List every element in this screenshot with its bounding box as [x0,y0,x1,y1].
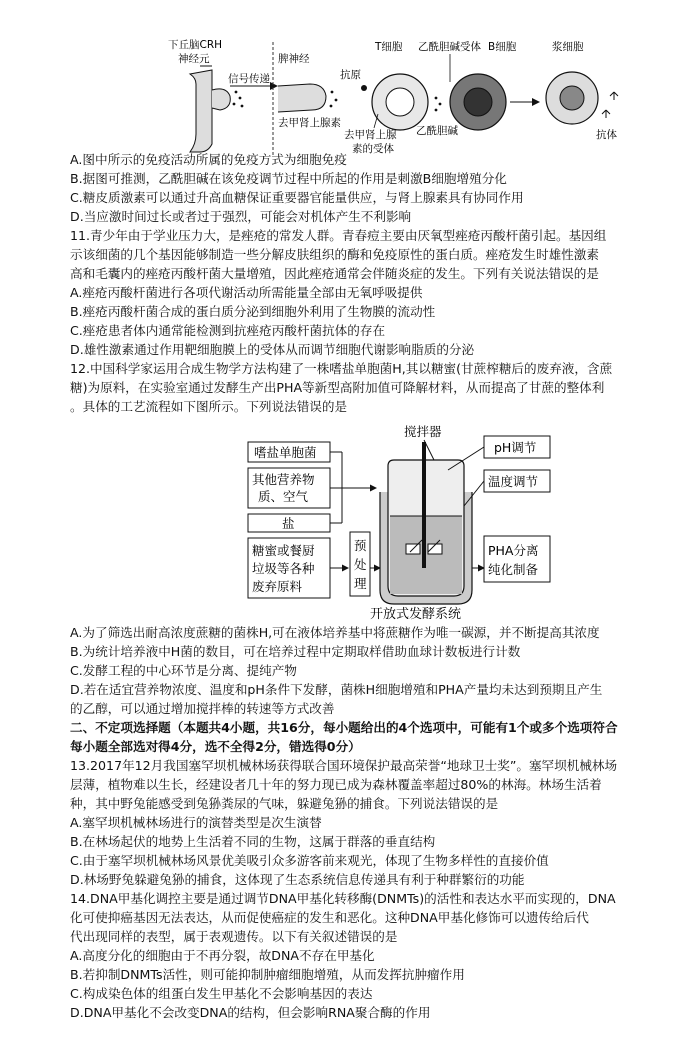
question-14-stem-3: 代出现同样的表型，属于表观遗传。以下有关叙述错误的是 [70,929,398,944]
ach-label: 乙酰胆碱 [416,125,458,137]
salt-label: 盐 [282,516,295,531]
question-13-option-d: D.林场野兔躲避兔狲的捕食，这体现了生态系统信息传递具有利于种群繁衍的功能 [70,872,525,887]
question-12-option-a: A.为了筛选出耐高浓度蔗糖的菌株H,可在液体培养基中将蔗糖作为唯一碳源，并不断提高其浓度 [70,625,600,640]
pha-purification-label-2: 纯化制备 [488,562,539,577]
pretreatment-label-2: 处 [354,557,367,572]
nutrients-label-2: 质、空气 [258,489,309,504]
plasma-cell-label: 浆细胞 [552,41,584,53]
question-12-option-c: C.发酵工程的中心环节是分离、提纯产物 [70,663,297,678]
question-14-option-d: D.DNA甲基化不会改变DNA的结构，但会影响RNA聚合酶的作用 [70,1005,431,1020]
spleen-nerve-ending [278,84,326,112]
question-11-stem-3: 高和毛囊内的痤疮丙酸杆菌大量增殖，因此痤疮通常会伴随炎症的发生。下列有关说法错误的是 [70,266,599,281]
ne-receptor-label-2: 素的受体 [352,143,394,155]
question-10-option-a: A.图中所示的免疫活动所属的免疫方式为细胞免疫 [70,152,347,167]
question-11-stem-2: 示该细菌的几个基因能够制造一些分解皮肤组织的酶和免疫原性的蛋白质。痤疮发生时雄性激素 [70,247,599,262]
neuron-axon [190,70,212,152]
question-12-option-d-1: D.若在适宜营养物浓度、温度和pH条件下发酵，菌株H细胞增殖和PHA产量均未达到预期且产生 [70,682,603,697]
norepinephrine-label: 去甲肾上腺素 [278,117,341,129]
question-12-stem-3: 。具体的工艺流程如下图所示。下列说法错误的是 [70,399,348,414]
spleen-nerve-label: 脾神经 [278,53,310,65]
question-13-stem-1: 13.2017年12月我国塞罕坝机械林场获得联合国环境保护最高荣誉“地球卫士奖”。塞罕坝机械林场 [70,758,618,773]
ne-receptor-label-1: 去甲肾上腺 [344,129,397,141]
fermentation-caption: 开放式发酵系统 [370,607,462,622]
question-13-stem-2: 层薄，植物难以生长，经建设者几十年的努力现已成为森林覆盖率超过80%的林海。林场生活着 [70,777,602,792]
t-cell-label: T细胞 [375,41,403,53]
question-11-option-a: A.痤疮丙酸杆菌进行各项代谢活动所需能量全部由无氧呼吸提供 [70,285,423,300]
question-14-stem-2: 化可使抑癌基因无法表达，从而促使癌症的发生和恶化。这种DNA甲基化修饰可以遗传给后代 [70,910,589,925]
question-10-option-b: B.据图可推测，乙酰胆碱在该免疫调节过程中所起的作用是刺激B细胞增殖分化 [70,171,507,186]
question-14-stem-1: 14.DNA甲基化调控主要是通过调节DNA甲基化转移酶(DNMTs)的活性和表达水平而实现的，DNA [70,891,616,906]
question-10-option-d: D.当应激时间过长或者过于强烈，可能会对机体产生不利影响 [70,209,412,224]
temperature-control-label: 温度调节 [488,474,539,489]
question-13-option-a: A.塞罕坝机械林场进行的演替类型是次生演替 [70,815,322,830]
crh-neuron-label-1: 下丘脑CRH [168,39,223,51]
pretreatment-label-3: 理 [354,576,367,591]
question-12-stem-1: 12.中国科学家运用合成生物学方法构建了一株嗜盐单胞菌H,其以糖蜜(甘蔗榨糖后的废弃液，含蔗 [70,361,613,376]
question-11-option-c: C.痤疮患者体内通常能检测到抗痤疮丙酸杆菌抗体的存在 [70,323,386,338]
ph-control-label: pH调节 [494,440,537,455]
raw-material-label-2: 垃圾等各种 [252,561,315,576]
fermentation-process-figure [244,420,556,622]
ach-receptor-label: 乙酰胆碱受体 [418,41,481,53]
pretreatment-label-1: 预 [354,538,367,553]
b-cell-label: B细胞 [488,41,517,53]
immune-regulation-figure [160,34,630,162]
antibody-label: 抗体 [596,129,617,141]
section-2-heading-2: 每小题全部选对得4分，选不全得2分，错选得0分） [70,739,361,754]
question-13-stem-3: 种，其中野兔能感受到兔狲粪尿的气味，躲避兔狲的捕食。下列说法错误的是 [70,796,499,811]
crh-neuron-label-2: 神经元 [178,53,210,65]
question-12-option-b: B.为统计培养液中H菌的数目，可在培养过程中定期取样借助血球计数板进行计数 [70,644,521,659]
question-11-option-d: D.雄性激素通过作用靶细胞膜上的受体从而调节细胞代谢影响脂质的分泌 [70,342,475,357]
question-11-stem-1: 11.青少年由于学业压力大，是痤疮的常发人群。青春痘主要由厌氧型痤疮丙酸杆菌引起。基因组 [70,228,607,243]
question-12-option-d-2: 的乙醇，可以通过增加搅拌棒的转速等方式改善 [70,701,335,716]
question-14-option-a: A.高度分化的细胞由于不再分裂，故DNA不存在甲基化 [70,948,375,963]
question-11-option-b: B.痤疮丙酸杆菌合成的蛋白质分泌到细胞外利用了生物膜的流动性 [70,304,436,319]
question-12-stem-2: 糖)为原料，在实验室通过发酵生产出PHA等新型高附加值可降解材料，从而提高了甘蔗的整体利 [70,380,605,395]
halomonas-label: 嗜盐单胞菌 [254,445,317,460]
stirrer-label: 搅拌器 [404,424,442,439]
question-13-option-c: C.由于塞罕坝机械林场风景优美吸引众多游客前来观光，体现了生物多样性的直接价值 [70,853,549,868]
question-14-option-b: B.若抑制DNMTs活性，则可能抑制肿瘤细胞增殖，从而发挥抗肿瘤作用 [70,967,465,982]
question-13-option-b: B.在林场起伏的地势上生活着不同的生物，这属于群落的垂直结构 [70,834,436,849]
antigen-label: 抗原 [340,69,361,81]
question-10-option-c: C.糖皮质激素可以通过升高血糖保证重要器官能量供应，与肾上腺素具有协同作用 [70,190,524,205]
question-14-option-c: C.构成染色体的组蛋白发生甲基化不会影响基因的表达 [70,986,373,1001]
section-2-heading-1: 二、不定项选择题（本题共4小题，共16分，每小题给出的4个选项中，可能有1个或多个选项符合 [70,720,618,735]
pha-purification-label-1: PHA分离 [488,543,539,558]
raw-material-label-3: 废弃原料 [252,579,303,594]
raw-material-label-1: 糖蜜或餐厨 [252,543,315,558]
nutrients-label-1: 其他营养物 [252,472,315,487]
signal-transmission-label: 信号传递 [228,73,270,85]
